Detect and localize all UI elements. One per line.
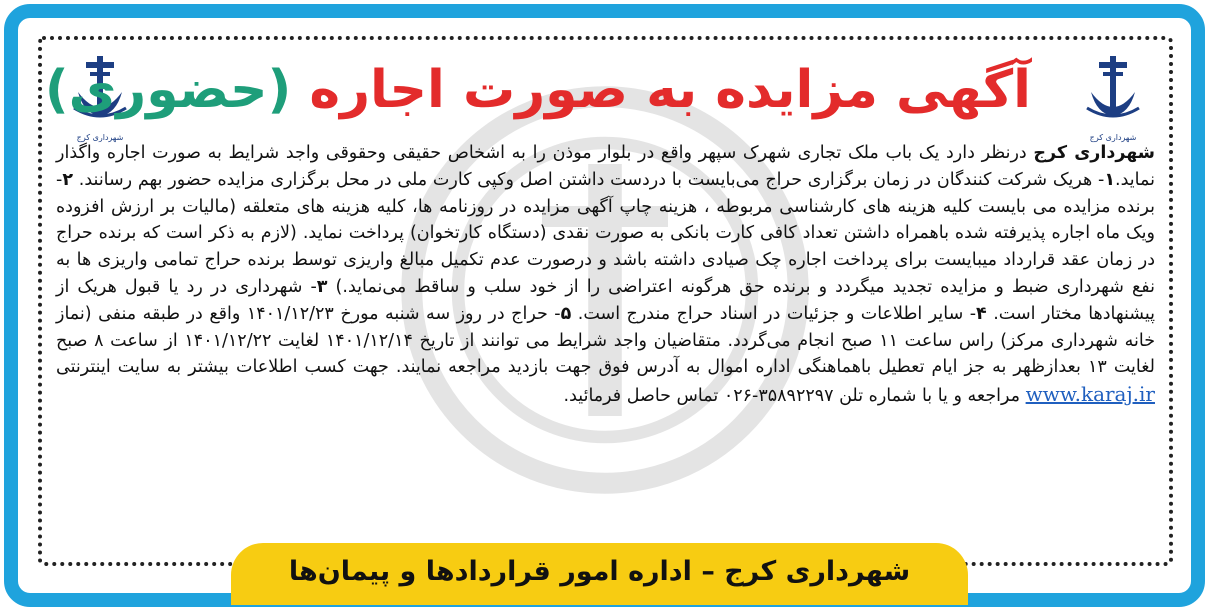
paragraph-3: - برنده مزایده می بایست کلیه هزینه های کارشناسی مربوطه ، هزینه چاپ آگهی مزایده در روزنامه ها، کلیه هزینه های متعلقه (مالیات بر ارزش افزوده ویک ماه اجاره پذیرفته شده باهمراه داشتن تعداد کافی کارت بانکی به صورت نقدی (دستگاه کارتخوان) پرداخت نماید. (لازم به ذکر است که برنده حراج در زمان عقد قرارداد میبایست برای پرداخت اجاره چک صیادی داشته باشد و درصورت عدم تکمیل مبالغ واریزی توسط برنده حراج تمامی واریزی ها به نفع شهرداری ضبط و مزایده تجدید میگردد و برنده حق هرگونه اعتراضی را از خود سلب و ساقط می‌نماید.) (56, 169, 1155, 297)
title-sub: (حضوری) (44, 60, 292, 120)
lead-bold: شهرداری کرج (1033, 143, 1155, 163)
paragraph-5: - سایر اطلاعات و جزئیات در اسناد حراج مندرج است. (571, 303, 977, 324)
item-number-5: ۵ (560, 303, 572, 324)
item-number-3: ۳ (316, 276, 328, 297)
paragraph-6: - حراج در روز سه شنبه مورخ ۱۴۰۱/۱۲/۲۳ واقع در طبقه منفی (نماز خانه شهرداری مرکز) راس ساعت ۱۱ صبح انجام می‌گردد. متقاضیان واجد شرایط می توانند از تاریخ ۱۴۰۱/۱۲/۱۴ لغایت ۱۴۰۱/۱۲/۲۲ از ساعت ۸ صبح لغایت ۱۳ بعدازظهر به جز ایام تعطیل باهماهنگی اداره اموال به آدرس فوق جهت بازدید مراجعه نمایند. جهت کسب اطلاعات بیشتر به سایت اینترنتی (56, 303, 1156, 378)
website-link[interactable]: www.karaj.ir (1025, 382, 1155, 407)
title-main: آگهی مزایده به صورت اجاره (309, 60, 1031, 120)
paragraph-4: - شهرداری در رد یا قبول هریک از پیشنهادها مختار است. (56, 276, 1156, 324)
item-number-2: ۲ (62, 169, 74, 190)
municipality-logo-right (1083, 52, 1143, 142)
ad-body (56, 140, 1155, 536)
karaj-logo-icon (1083, 52, 1143, 124)
paragraph-2: - هریک شرکت کنندگان در زمان برگزاری حراج می‌بایست با دردست داشتن اصل وکپی کارت ملی در محل برگزاری مزایده حضور بهم رسانند. (73, 169, 1105, 190)
item-number-1: ۱ (1104, 169, 1116, 190)
page-title (44, 52, 1031, 128)
item-number-4: ۴ (976, 303, 987, 324)
logo-caption: شهرداری کرج (1089, 133, 1137, 142)
footer-banner: شهرداری کرج – اداره امور قراردادها و پیمان‌ها (231, 543, 968, 605)
paragraph-7: مراجعه و یا با شماره تلن ۳۵۸۹۲۲۹۷-۰۲۶ تماس حاصل فرمائید. (563, 386, 1026, 407)
paragraph-1: درنظر دارد یک باب ملک تجاری شهرک سپهر واقع در بلوار موذن را به اشخاص حقیقی وحقوقی واجد شرایط به صورت اجاره واگذار نماید. (56, 143, 1155, 190)
logo-caption: شهرداری کرج (76, 133, 124, 142)
